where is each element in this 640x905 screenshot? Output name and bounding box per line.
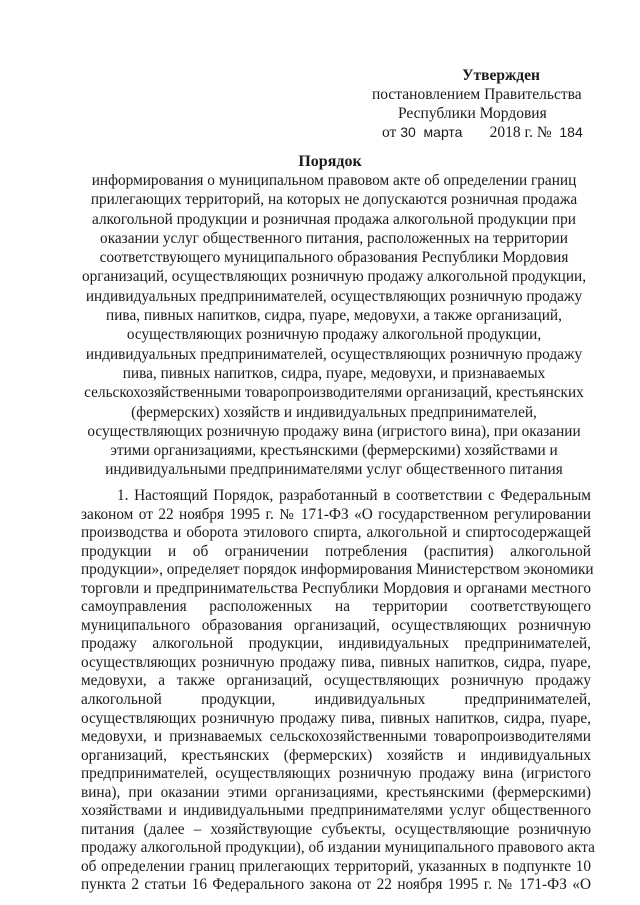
body-line: продажу алкогольной продукции), об издании муниципального правового акта xyxy=(81,839,595,857)
body-line: алкогольной продукции, индивидуальных предпринимателей, xyxy=(81,691,591,709)
document-title: Порядок xyxy=(298,153,362,170)
body-line: медовухи, и признаваемых сельскохозяйственными товаропроизводителями xyxy=(81,728,591,746)
subtitle-line: осуществляющих розничную продажу вина (игристого вина), при оказании xyxy=(87,422,581,440)
approval-title: Утвержден xyxy=(462,67,540,84)
subtitle-line: пива, пивных напитков, сидра, пуаре, медовухи, и признаваемых xyxy=(122,364,546,382)
approval-line-1: постановлением Правительства xyxy=(372,86,582,103)
approval-block xyxy=(372,66,602,142)
approval-day: 30 xyxy=(400,124,416,140)
document-subtitle xyxy=(40,171,628,480)
body-line: вина), при оказании этими организациями, крестьянскими (фермерскими) xyxy=(81,783,591,801)
body-line: продукции и об ограничении потребления (распития) алкогольной xyxy=(81,542,591,560)
body-line: осуществляющих розничную продажу пива, пивных напитков, сидра, пуаре, xyxy=(81,653,591,671)
subtitle-line: оказании услуг общественного питания, расположенных на территории xyxy=(100,229,568,247)
body-line: муниципального образования организаций, осуществляющих розничную xyxy=(81,616,591,634)
subtitle-line: информирования о муниципальном правовом акте об определении границ xyxy=(91,172,577,189)
body-line: самоуправления расположенных на территории соответствующего xyxy=(81,598,591,616)
subtitle-line: индивидуальными предпринимателями услуг общественного питания xyxy=(105,461,563,479)
body-line: законом от 22 ноября 1995 г. № 171-ФЗ «О государственном регулировании xyxy=(81,505,591,523)
approval-date-line xyxy=(372,123,602,142)
subtitle-line: индивидуальных предпринимателей, осуществляющих розничную продажу xyxy=(85,287,583,305)
body-line: пункта 2 статьи 16 Федерального закона от 22 ноября 1995 г. № 171-ФЗ «О xyxy=(81,876,591,894)
body-line: предпринимателей, осуществляющих розничную продажу вина (игристого xyxy=(81,765,591,783)
approval-date-prefix: от xyxy=(382,124,401,141)
body-line: продукции», определяет порядок информирования Министерством экономики xyxy=(81,561,594,579)
subtitle-line: осуществляющих розничную продажу алкогольной продукции, xyxy=(126,326,542,344)
subtitle-line: пива, пивных напитков, сидра, пуаре, медовухи, а также организаций, xyxy=(106,307,562,325)
subtitle-line: (фермерских) хозяйств и индивидуальных предпринимателей, xyxy=(131,403,537,421)
body-line: торговли и предпринимательства Республики Мордовия и органами местного xyxy=(81,579,591,597)
paragraph-1 xyxy=(81,487,595,895)
body-line: продажу алкогольной продукции, индивидуальных предпринимателей, xyxy=(81,635,591,653)
subtitle-line: индивидуальных предпринимателей, осуществляющих розничную продажу xyxy=(85,345,583,363)
subtitle-line: соответствующего муниципального образования Республики Мордовия xyxy=(99,249,569,267)
approval-line-2: Республики Мордовия xyxy=(398,105,547,122)
subtitle-line: этими организациями, крестьянскими (фермерскими) хозяйствами и xyxy=(110,442,558,460)
body-line: об определении границ прилегающих территорий, указанных в подпункте 10 xyxy=(81,857,591,875)
body-line: производства и оборота этилового спирта, алкогольной и спиртосодержащей xyxy=(81,524,591,542)
approval-month: марта xyxy=(423,124,463,140)
body-line: осуществляющих розничную продажу пива, пивных напитков, сидра, пуаре, xyxy=(81,709,591,727)
approval-number-sign: № xyxy=(536,124,552,141)
body-line: хозяйствами и индивидуальными предпринимателями услуг общественного xyxy=(81,802,591,820)
body-line: 1. Настоящий Порядок, разработанный в соответствии с Федеральным xyxy=(117,487,591,504)
subtitle-line: прилегающих территорий, на которых не допускаются розничная продажа xyxy=(90,191,578,209)
subtitle-line: сельскохозяйственными товаропроизводителями организаций, крестьянских xyxy=(84,384,584,402)
approval-year: 2018 г. xyxy=(489,124,533,141)
body-line: организаций, крестьянских (фермерских) хозяйств и индивидуальных xyxy=(81,746,591,764)
subtitle-line: организаций, осуществляющих розничную продажу алкогольной продукции, xyxy=(81,268,587,286)
body-line: питания (далее – хозяйствующие субъекты, осуществляющие розничную xyxy=(81,820,591,838)
subtitle-line: алкогольной продукции и розничная продажа алкогольной продукции при xyxy=(92,210,576,228)
approval-number: 184 xyxy=(559,124,583,140)
body-line: медовухи, а также организаций, осуществляющих розничную продажу xyxy=(81,672,591,690)
